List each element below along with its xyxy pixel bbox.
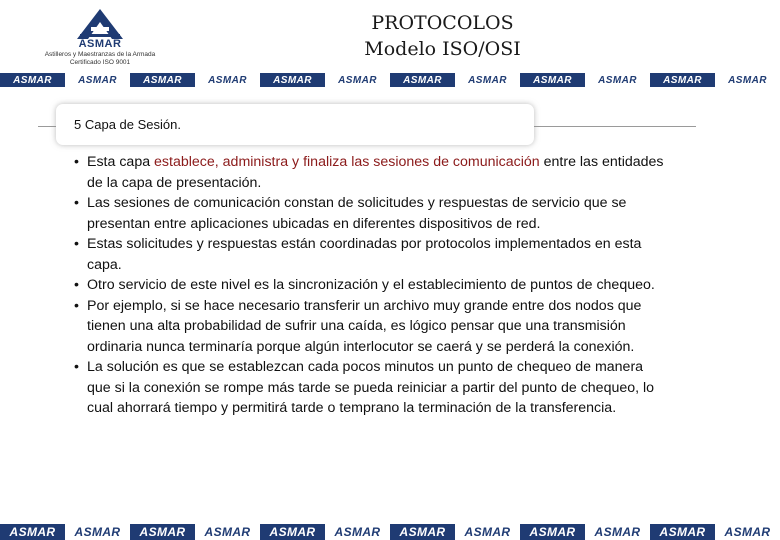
bullet-item	[74, 357, 664, 419]
section-title: 5 Capa de Sesión.	[74, 117, 181, 132]
bullet-list	[74, 152, 664, 419]
bullet-item	[74, 275, 664, 296]
page-title-line1: PROTOCOLOS	[371, 12, 514, 34]
band-brand-tile: ASMAR	[130, 524, 195, 540]
asmar-logo	[30, 8, 170, 70]
band-brand-tile: ASMAR	[0, 73, 65, 87]
band-brand-tile: ASMAR	[195, 73, 260, 87]
band-brand-tile: ASMAR	[650, 524, 715, 540]
logo-subtitle-line1: Astilleros y Maestranzas de la Armada	[44, 51, 156, 58]
band-brand-tile: ASMAR	[650, 73, 715, 87]
bullet-text: Estas solicitudes y respuestas están coordinadas por protocolos implementados en esta capa.	[87, 236, 642, 273]
bullet-item	[74, 152, 664, 193]
band-brand-tile: ASMAR	[715, 524, 780, 540]
page-title-line2: Modelo ISO/OSI	[364, 38, 521, 60]
band-brand-tile: ASMAR	[325, 73, 390, 87]
top-brand-band	[0, 73, 767, 87]
bullet-dot-icon: •	[74, 195, 79, 211]
band-brand-tile: ASMAR	[390, 524, 455, 540]
bullet-dot-icon: •	[74, 297, 79, 314]
band-brand-tile: ASMAR	[325, 524, 390, 540]
band-brand-tile: ASMAR	[65, 73, 130, 87]
band-brand-tile: ASMAR	[520, 73, 585, 87]
logo-subtitle-line2: Certificado ISO 9001	[69, 59, 131, 66]
bottom-brand-band	[0, 524, 771, 540]
bullet-item	[74, 193, 664, 234]
band-brand-tile: ASMAR	[195, 524, 260, 540]
bullet-dot-icon: •	[74, 154, 79, 170]
band-brand-tile: ASMAR	[0, 524, 65, 540]
bullet-text: entre las entidades de la capa de presentación.	[87, 154, 664, 191]
bullet-dot-icon: •	[74, 359, 79, 375]
bullet-dot-icon: •	[74, 277, 79, 293]
logo-subtitle	[30, 51, 170, 67]
band-brand-tile: ASMAR	[585, 524, 650, 540]
band-brand-tile: ASMAR	[715, 73, 780, 87]
bullet-text: Esta capa	[87, 154, 155, 170]
band-brand-tile: ASMAR	[65, 524, 130, 540]
band-brand-tile: ASMAR	[260, 524, 325, 540]
logo-brand-text: ASMAR	[78, 38, 122, 50]
page-title	[300, 10, 585, 62]
bullet-text: Las sesiones de comunicación constan de solicitudes y respuestas de servicio que se presentan entre aplicaciones ubicadas en diferentes dispositivos de red.	[87, 195, 627, 232]
bullet-text: Otro servicio de este nivel es la sincronización y el establecimiento de puntos de chequeo.	[87, 277, 655, 293]
band-brand-tile: ASMAR	[585, 73, 650, 87]
section-header-box	[56, 104, 534, 145]
bullet-text: Por ejemplo, si se hace necesario transferir un archivo muy grande entre dos nodos que tienen una alta probabilidad de sufrir una caída, es lógico pensar que una transmisión ordinaria nunca terminaría porque algún interlocutor se caerá y se perderá la conexión.	[87, 297, 642, 355]
bullet-dot-icon: •	[74, 236, 79, 252]
band-brand-tile: ASMAR	[455, 73, 520, 87]
band-brand-tile: ASMAR	[455, 524, 520, 540]
bullet-item	[74, 296, 664, 358]
asmar-emblem-icon	[76, 8, 124, 40]
bullet-emphasis-text: establece, administra y finaliza las sesiones de comunicación	[154, 154, 540, 170]
bullet-text: La solución es que se establezcan cada pocos minutos un punto de chequeo de manera que si la conexión se rompe más tarde se pueda reiniciar a partir del punto de chequeo, lo cual ahorrará tiempo y permitirá tarde o temprano la terminación de la transferencia.	[87, 359, 655, 416]
band-brand-tile: ASMAR	[390, 73, 455, 87]
band-brand-tile: ASMAR	[130, 73, 195, 87]
band-brand-tile: ASMAR	[520, 524, 585, 540]
band-brand-tile: ASMAR	[260, 73, 325, 87]
bullet-item	[74, 234, 664, 275]
